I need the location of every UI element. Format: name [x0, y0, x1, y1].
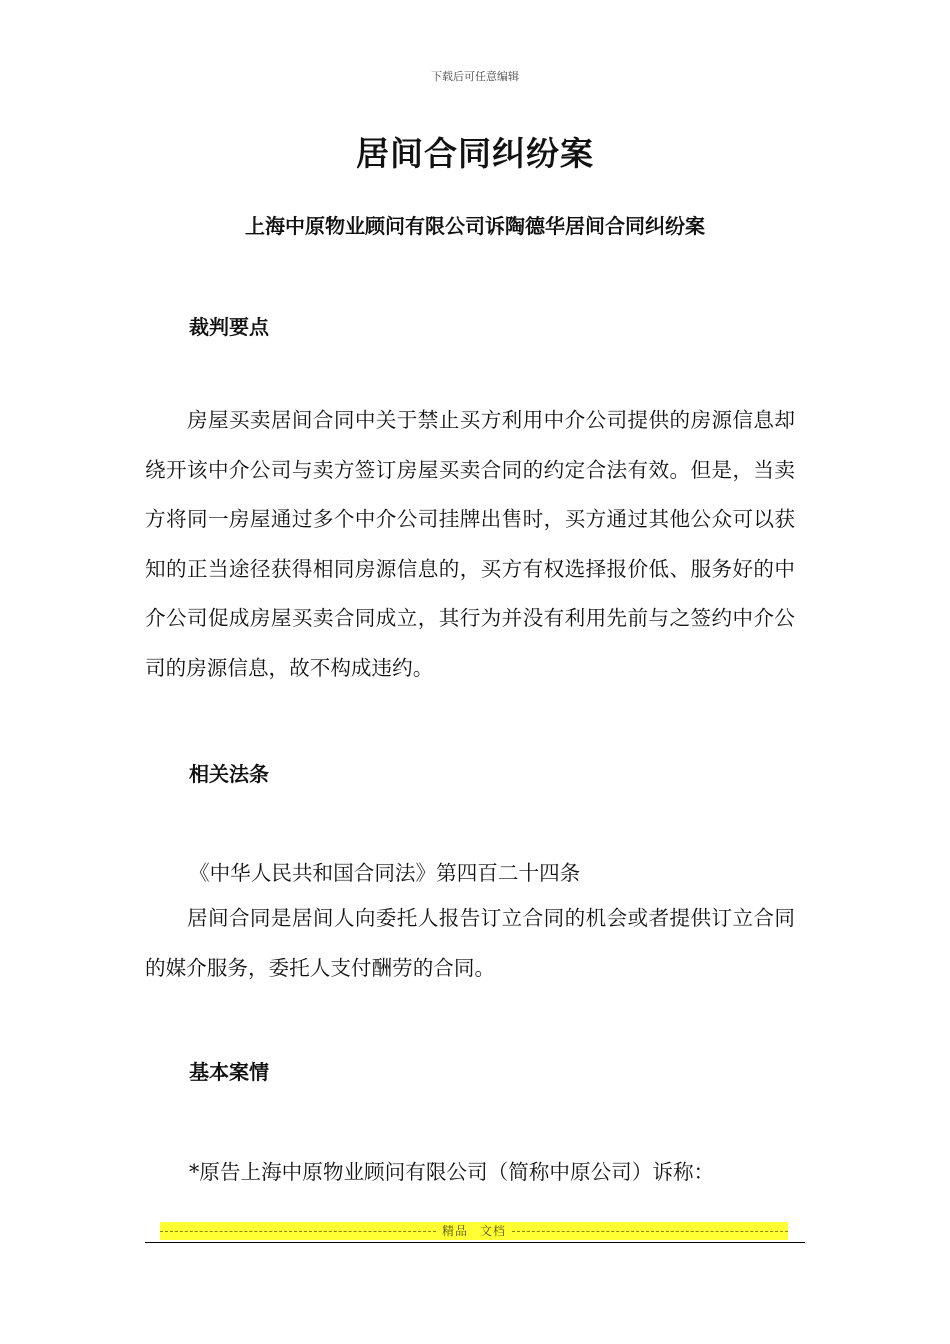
section-heading-related-law: 相关法条: [189, 762, 269, 786]
footer-watermark-bar: [160, 1222, 788, 1240]
footer-mark-left: 精品: [441, 1224, 468, 1238]
document-title: 居间合同纠纷案: [356, 134, 594, 173]
section-heading-key-points: 裁判要点: [189, 315, 269, 339]
footer-rule: [145, 1242, 805, 1243]
section-heading-case-facts: 基本案情: [189, 1060, 269, 1084]
footer-mark-right: 文档: [480, 1224, 507, 1238]
document-subtitle: 上海中原物业顾问有限公司诉陶德华居间合同纠纷案: [245, 214, 705, 238]
key-points-paragraph: 房屋买卖居间合同中关于禁止买方利用中介公司提供的房源信息却绕开该中介公司与卖方签订房屋买卖合同的约定合法有效。但是，当卖方将同一房屋通过多个中介公司挂牌出售时，买方通过其他公众可以获知的正当途径获得相同房源信息的，买方有权选择报价低、服务好的中介公司促成房屋买卖合同成立，其行为并没有利用先前与之签约中介公司的房源信息，故不构成违约。: [145, 408, 795, 680]
case-facts-first-line: *原告上海中原物业顾问有限公司（简称中原公司）诉称：: [189, 1160, 715, 1184]
footer-dash-right: [512, 1231, 788, 1232]
header-note: 下载后可任意编辑: [431, 70, 519, 83]
related-law-paragraph: 居间合同是居间人向委托人报告订立合同的机会或者提供订立合同的媒介服务，委托人支付酬劳的合同。: [145, 906, 795, 980]
footer-dash-left: [160, 1231, 436, 1232]
law-article-reference: 《中华人民共和国合同法》第四百二十四条: [189, 861, 581, 885]
